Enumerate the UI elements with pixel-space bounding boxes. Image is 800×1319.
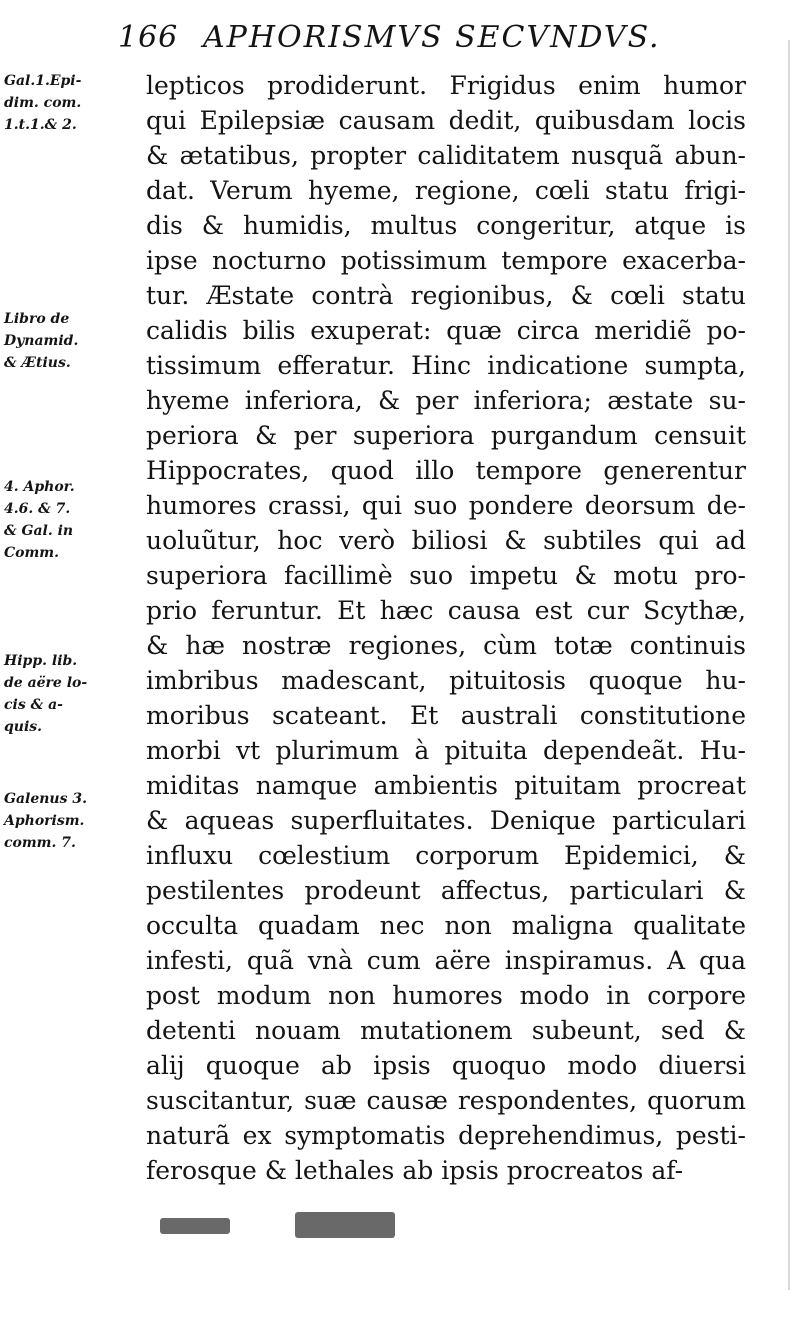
- text-line: dat. Verum hyeme, regione, cœli statu frigi-: [146, 176, 746, 205]
- text-line: & aqueas superfluitates. Denique particulari: [146, 806, 746, 835]
- text-line: post modum non humores modo in corpore: [146, 981, 746, 1010]
- text-line: lepticos prodiderunt. Frigidus enim humor: [146, 71, 746, 100]
- margin-note-line: cis & a-: [4, 697, 63, 713]
- text-line: Hippocrates, quod illo tempore generentur: [146, 456, 746, 485]
- margin-note-line: & Ætius.: [4, 355, 71, 371]
- text-line: calidis bilis exuperat: quæ circa meridiẽ po-: [146, 316, 746, 345]
- text-line: detenti nouam mutationem subeunt, sed &: [146, 1016, 746, 1045]
- text-line: humores crassi, qui suo pondere deorsum de-: [146, 491, 746, 520]
- margin-note: [4, 650, 87, 738]
- text-line: moribus scateant. Et australi constitutione: [146, 701, 746, 730]
- page-edge-shadow: [782, 40, 790, 1290]
- margin-note-line: quis.: [4, 719, 43, 735]
- margin-note-line: & Gal. in: [4, 523, 74, 539]
- text-line: qui Epilepsiæ causam dedit, quibusdam locis: [146, 106, 746, 135]
- text-line: influxu cœlestium corporum Epidemici, &: [146, 841, 746, 870]
- margin-note-line: Aphorism.: [4, 813, 85, 829]
- margin-note-line: Gal.1.Epi-: [4, 73, 82, 89]
- margin-note-line: Dynamid.: [4, 333, 79, 349]
- margin-notes: [4, 70, 150, 930]
- text-line: ferosque & lethales ab ipsis procreatos af-: [146, 1156, 684, 1185]
- margin-note-line: comm. 7.: [4, 835, 76, 851]
- margin-note: [4, 788, 87, 854]
- text-line: miditas namque ambientis pituitam procreat: [146, 771, 746, 800]
- margin-note-line: de aëre lo-: [4, 675, 88, 691]
- text-line: pestilentes prodeunt affectus, particulari &: [146, 876, 746, 905]
- text-line: naturã ex symptomatis deprehendimus, pesti-: [146, 1121, 746, 1150]
- margin-note-line: Comm.: [4, 545, 59, 561]
- margin-note-line: Hipp. lib.: [4, 653, 78, 669]
- text-line: alij quoque ab ipsis quoquo modo diuersi: [146, 1051, 746, 1080]
- text-line: tissimum efferatur. Hinc indicatione sumpta,: [146, 351, 746, 380]
- text-line: suscitantur, suæ causæ respondentes, quorum: [146, 1086, 746, 1115]
- margin-note-line: dim. com.: [4, 95, 82, 111]
- body-text: [146, 68, 746, 1188]
- text-line: dis & humidis, multus congeritur, atque is: [146, 211, 746, 240]
- text-line: uoluũtur, hoc verò biliosi & subtiles qui ad: [146, 526, 746, 555]
- text-line: infesti, quã vnà cum aëre inspiramus. A qua: [146, 946, 746, 975]
- text-line: prio feruntur. Et hæc causa est cur Scythæ,: [146, 596, 746, 625]
- running-title: APHORISMVS SECVNDVS.: [203, 20, 661, 55]
- margin-note: [4, 70, 81, 136]
- margin-note-line: 4. Aphor.: [4, 479, 75, 495]
- margin-note-line: Libro de: [4, 311, 70, 327]
- text-line: superiora facillimè suo impetu & motu pro-: [146, 561, 746, 590]
- text-line: periora & per superiora purgandum censuit: [146, 421, 746, 450]
- margin-note: [4, 476, 75, 564]
- text-line: imbribus madescant, pituitosis quoque hu-: [146, 666, 746, 695]
- text-line: hyeme inferiora, & per inferiora; æstate su-: [146, 386, 746, 415]
- text-line: ipse nocturno potissimum tempore exacerba-: [146, 246, 746, 275]
- page-number: 166: [118, 20, 179, 55]
- text-line: & hæ nostræ regiones, cùm totæ continuis: [146, 631, 746, 660]
- margin-note-line: 1.t.1.& 2.: [4, 117, 77, 133]
- print-smudge: [160, 1208, 480, 1242]
- margin-note: [4, 308, 78, 374]
- text-line: tur. Æstate contrà regionibus, & cœli statu: [146, 281, 746, 310]
- text-line: & ætatibus, propter caliditatem nusquã abun-: [146, 141, 746, 170]
- margin-note-line: 4.6. & 7.: [4, 501, 71, 517]
- page-header: [118, 20, 698, 60]
- text-line: morbi vt plurimum à pituita dependeãt. Hu-: [146, 736, 746, 765]
- text-line: occulta quadam nec non maligna qualitate: [146, 911, 746, 940]
- margin-note-line: Galenus 3.: [4, 791, 87, 807]
